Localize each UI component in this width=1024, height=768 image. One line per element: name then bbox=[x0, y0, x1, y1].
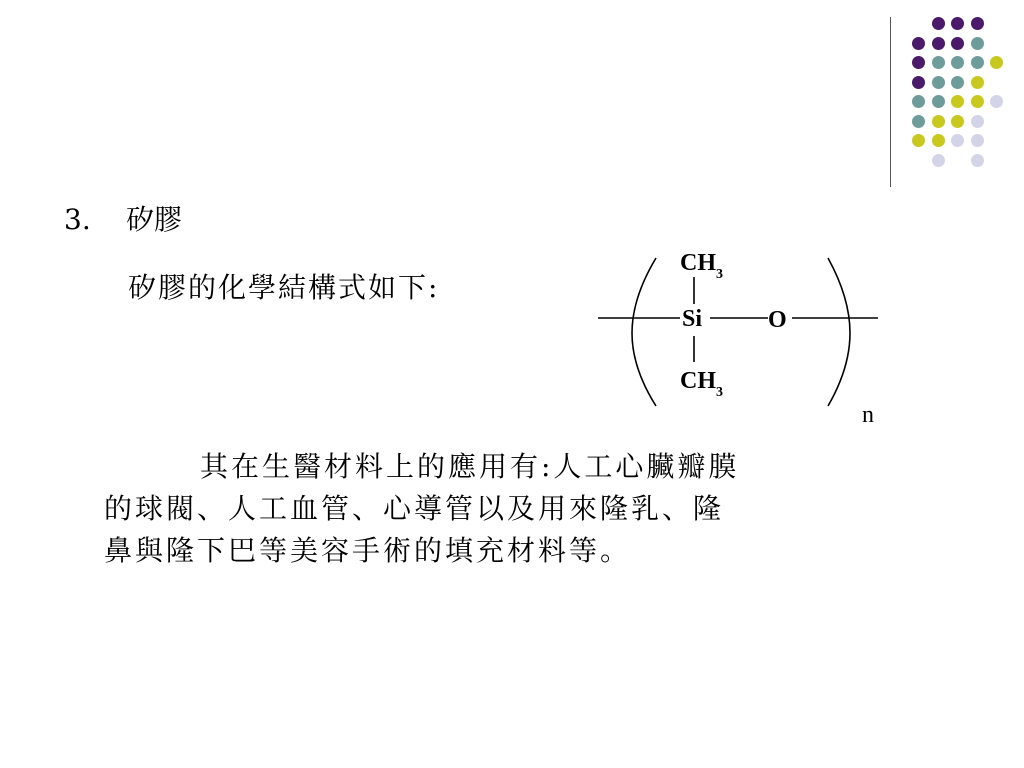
formula-silicon-atom: Si bbox=[682, 306, 703, 332]
decorative-dot bbox=[951, 115, 964, 128]
decorative-dot bbox=[990, 95, 1003, 108]
application-paragraph bbox=[104, 446, 964, 572]
decorative-dot bbox=[912, 115, 925, 128]
decorative-dot bbox=[951, 37, 964, 50]
decorative-dot bbox=[971, 17, 984, 30]
decorative-dot bbox=[951, 134, 964, 147]
decorative-dot-grid bbox=[0, 0, 1024, 200]
paragraph-line: 鼻與隆下巴等美容手術的填充材料等。 bbox=[104, 534, 632, 567]
paragraph-line: 其在生醫材料上的應用有:人工心臟瓣膜 bbox=[200, 450, 740, 483]
decorative-dot bbox=[932, 76, 945, 89]
decorative-dot bbox=[990, 56, 1003, 69]
decorative-dot bbox=[932, 115, 945, 128]
formula-top-group: $CH_3$ bbox=[680, 250, 723, 282]
decorative-dot bbox=[912, 76, 925, 89]
decorative-divider-line bbox=[890, 17, 891, 187]
decorative-dot bbox=[971, 95, 984, 108]
decorative-dot bbox=[971, 56, 984, 69]
heading-title: 矽膠 bbox=[126, 203, 183, 236]
decorative-dot bbox=[971, 154, 984, 167]
decorative-dot bbox=[912, 134, 925, 147]
paragraph-line: 的球閥、人工血管、心導管以及用來隆乳、隆 bbox=[104, 492, 725, 525]
decorative-dot bbox=[971, 115, 984, 128]
decorative-dot bbox=[951, 17, 964, 30]
heading-number: 3. bbox=[64, 203, 91, 236]
right-bracket bbox=[828, 258, 850, 406]
decorative-dot bbox=[912, 56, 925, 69]
formula-oxygen-atom: O bbox=[768, 307, 787, 333]
decorative-dot bbox=[912, 37, 925, 50]
section-heading bbox=[64, 200, 182, 240]
silicone-structure-formula bbox=[592, 238, 892, 428]
decorative-dot bbox=[971, 134, 984, 147]
decorative-dot bbox=[912, 95, 925, 108]
decorative-dot bbox=[951, 56, 964, 69]
decorative-dot bbox=[932, 95, 945, 108]
decorative-dot bbox=[971, 37, 984, 50]
decorative-dot bbox=[932, 154, 945, 167]
decorative-dot bbox=[932, 56, 945, 69]
decorative-dot bbox=[951, 76, 964, 89]
decorative-dot bbox=[971, 76, 984, 89]
intro-text: 矽膠的化學結構式如下: bbox=[128, 271, 440, 304]
decorative-dot bbox=[932, 134, 945, 147]
decorative-dot bbox=[951, 95, 964, 108]
formula-bottom-group: $CH_3$ bbox=[680, 368, 723, 400]
decorative-dot bbox=[932, 17, 945, 30]
formula-repeat-index: n bbox=[862, 402, 874, 428]
left-bracket bbox=[632, 258, 656, 406]
decorative-dot bbox=[932, 37, 945, 50]
